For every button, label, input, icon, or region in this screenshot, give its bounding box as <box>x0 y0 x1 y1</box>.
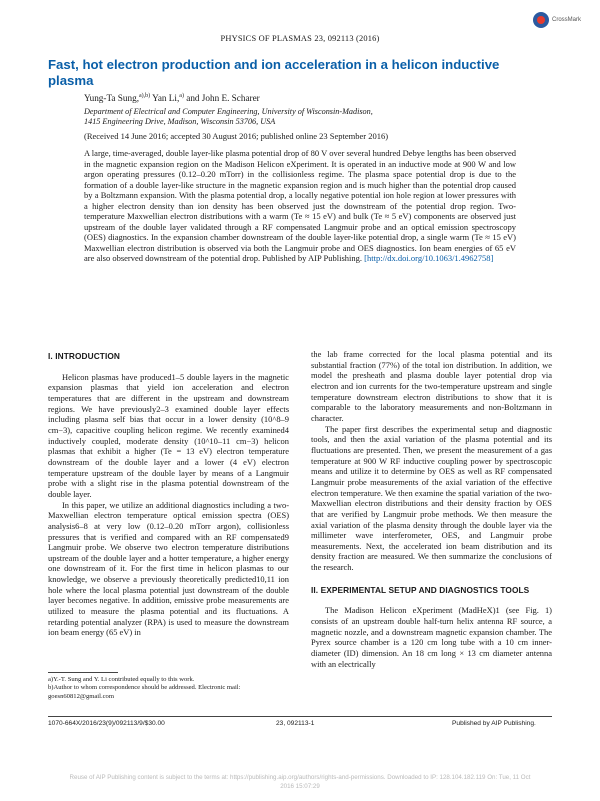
setup-paragraph-1: The Madison Helicon eXperiment (MadHeX)1 (see Fig. 1) consists of an upstream double half-turn helix antenna RF source, a magnetic nozzle, and a downstream magnetic expansion chamber. The Pyrex source chamber is a 120 cm long tube with a 10 cm inner-diameter (ID) dimension. An 18 cm long × 13 cm diameter antenna with an electrically <box>311 605 552 669</box>
intro-paragraph-3: the lab frame corrected for the local plasma potential and its substantial fraction (77%) of the total ion distribution. In addition, we model the presheath and plasma double layer potential drop via electron and ion currents for the two-temperature upstream and single temperature downstream electron distributions to show that it is comparable to the laboratory measurements and non-Boltzmann in character. <box>311 349 552 423</box>
abstract <box>84 148 516 264</box>
affiliation-line-2: 1415 Engineering Drive, Madison, Wisconsin 53706, USA <box>84 117 276 127</box>
crossmark-badge[interactable] <box>533 10 585 30</box>
paper-title: Fast, hot electron production and ion acceleration in a helicon inductive plasma <box>48 57 500 88</box>
author-1: Yung-Ta Sung, <box>84 93 139 104</box>
reuse-notice <box>0 773 600 791</box>
publication-dates: (Received 14 June 2016; accepted 30 August 2016; published online 23 September 2016) <box>84 131 389 141</box>
affiliation <box>84 107 373 128</box>
doi-link[interactable]: [http://dx.doi.org/10.1063/1.4962758] <box>364 253 494 263</box>
intro-paragraph-2: In this paper, we utilize an additional diagnostics including a two-Maxwellian electron temperature optical emission spectra (OES) analysis6–8 at very low (0.12–0.20 mTorr argon), collisionless pressures that is verified and compared with an RF compensated9 Langmuir probe. We observe two electron temperature distributions upstream of the double layer and a hotter temperature, a higher energy one downstream of it. For the first time in helicon plasmas to our knowledge, we observe a previously theoretically predicted10,11 ion hole where the local plasma potential just downstream of the double layer becomes negative. In addition, emissive probe measurements are utilized to measure the plasma potential and its fluctuations. A retarding potential analyzer (RPA) is used to measure the downstream ion beam energy (65 eV) in <box>48 499 289 638</box>
author-3: and John E. Scharer <box>183 93 260 104</box>
footer-issn: 1070-664X/2016/23(9)/092113/9/$30.00 <box>48 720 165 727</box>
author-1-marks: a),b) <box>139 93 151 99</box>
footer-publisher: Published by AIP Publishing. <box>452 720 536 727</box>
author-list <box>84 93 260 103</box>
intro-paragraph-4: The paper first describes the experimental setup and diagnostic tools, and then the axial variation of the plasma potential and its fluctuations are presented. Then, we present the measurement of a gas temperature at 900 W RF inductive coupling power by spectroscopic means and utilize it to determine by OES as well as RF compensated Langmuir probe measurements of the axial variation of the effective electron temperature. We then examine the spatial variation of the two-Maxwellian electron distributions and their density fraction by OES that are verified by Langmuir probe methods. We then measure the axial variation of the plasma density through the double layer via the millimeter wave interferometer, OES, and Langmuir probe measurements. Next, the accelerated ion beam distribution and its density fraction are measured. We then summarize the conclusions of the research. <box>311 423 552 573</box>
footnote-b: b)Author to whom correspondence should be addressed. Electronic mail: goesn60812@gmail.com <box>48 684 241 700</box>
right-column <box>311 349 552 669</box>
section-heading-setup: II. EXPERIMENTAL SETUP AND DIAGNOSTICS TOOLS <box>311 584 530 595</box>
abstract-text: A large, time-averaged, double layer-like plasma potential drop of 80 V over several hundred Debye lengths has been observed in the magnetic expansion region on the Madison Helicon eXperiment. It is operated in an inductive mode at 900 W and low argon operating pressures (0.12–0.20 mTorr) in the collisionless regime. The plasma space potential drop is due to the formation of a double layer-like structure in the magnetic expansion region and is much higher than the potential drop caused by a Boltzmann expansion. With the plasma potential drop, a locally negative potential ion hole region at lower pressures with a higher electron density than ion density has been observed just the downstream of the potential drop region. Two-temperature Maxwellian electron distributions with a warm (Te ≈ 15 eV) and bulk (Te ≈ 5 eV) components are observed just upstream of the double layer validated through a RF compensated Langmuir probe and an optical emission spectroscopy (OES) diagnostics. In the expansion chamber downstream of the double layer-like potential drop, a single warm (Te ≈ 15 eV) Maxwellian electron distribution is observed via both the Langmuir probe and OES diagnostics. Ion beam energies of 65 eV are also observed downstream of the potential drop. Published by AIP Publishing. <box>84 148 516 263</box>
reuse-line-2: 2016 15:07:29 <box>280 783 320 790</box>
footnotes <box>48 676 289 701</box>
author-2: Yan Li, <box>150 93 180 104</box>
reuse-line-1: Reuse of AIP Publishing content is subject to the terms at: https://publishing.aip.org/authors/rights-and-permissions. Downloaded to IP: 128.104.182.119 On: Tue, 11 Oct <box>69 774 531 781</box>
author-2-marks: a) <box>179 93 184 99</box>
journal-header: PHYSICS OF PLASMAS 23, 092113 (2016) <box>220 34 380 43</box>
footer-divider <box>48 716 552 717</box>
footnote-divider <box>48 672 118 673</box>
footnote-a: a)Y.-T. Sung and Y. Li contributed equally to this work. <box>48 676 195 683</box>
footer-page-number: 23, 092113-1 <box>276 720 315 727</box>
affiliation-line-1: Department of Electrical and Computer Engineering, University of Wisconsin-Madison, <box>84 107 373 116</box>
intro-paragraph-1: Helicon plasmas have produced1–5 double layers in the magnetic expansion plasmas that yield ion acceleration and electron temperatures that are different in the upstream and downstream regions. We have previously2–3 examined double layer effects including plasma self bias that occur in a lower density (10^8–9 cm−3), capacitive coupling helicon regime. We recently examined4 inductively coupled, moderate density (10^10–11 cm−3) helicon plasmas that exhibit a higher (Te = 13 eV) electron temperature downstream of the double layer and a lower (4 eV) electron temperature upstream of the double layer by means of a Langmuir probe with a slight rise in the plasma potential downstream of the double layer. <box>48 371 289 499</box>
crossmark-label: CrossMark <box>552 16 582 23</box>
crossmark-icon <box>533 12 549 28</box>
left-column <box>48 349 289 638</box>
section-heading-introduction: I. INTRODUCTION <box>48 351 121 361</box>
